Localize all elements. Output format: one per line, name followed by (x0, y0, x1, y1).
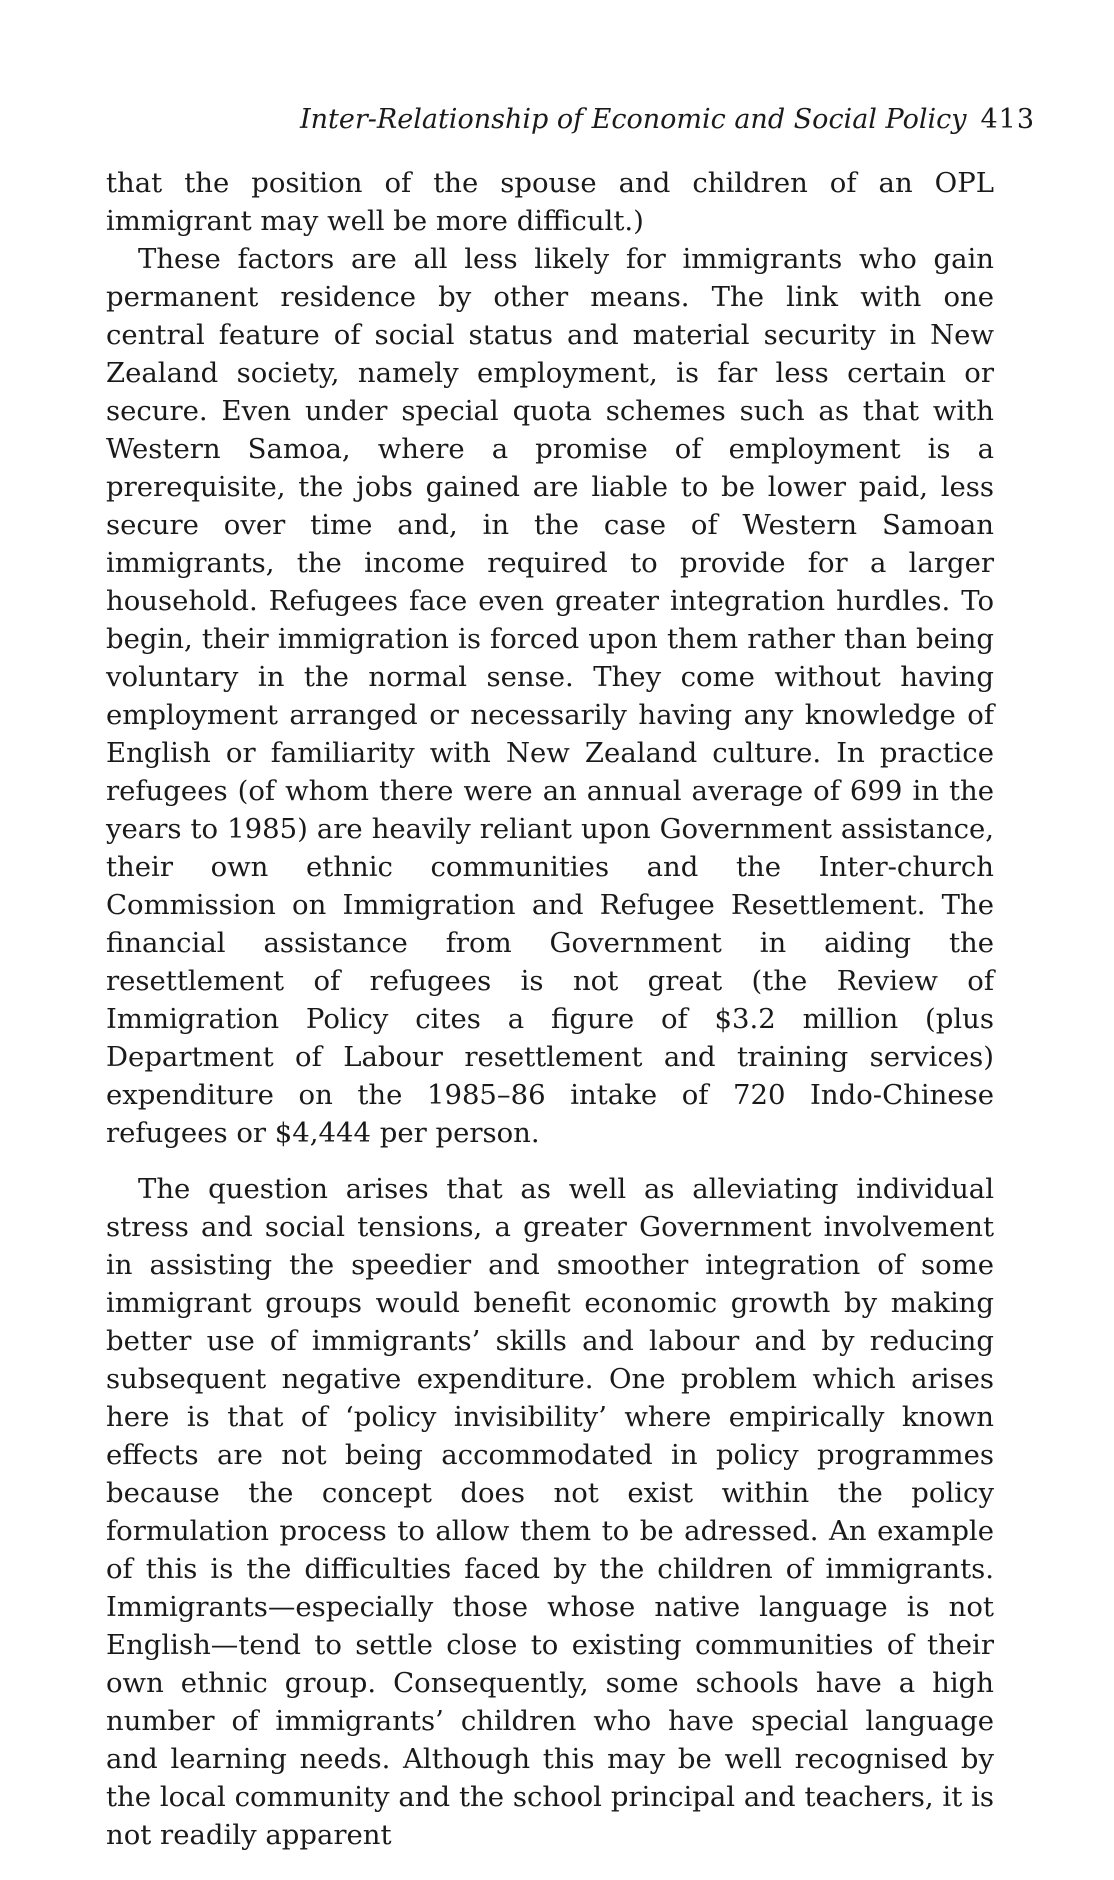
running-header (300, 100, 1036, 140)
body-text (106, 164, 994, 1854)
paragraph-integration-factors: These factors are all less likely for immigrants who gain permanent residence by other means. The link with one central feature of social status and material security in New Zealand society, namely employment, is far less certain or secure. Even under special quota schemes such as that with Western Samoa, where a promise of employment is a prerequisite, the jobs gained are liable to be lower paid, less secure over time and, in the case of Western Samoan immigrants, the income required to provide for a larger household. Refugees face even greater integration hurdles. To begin, their immigration is forced upon them rather than being voluntary in the normal sense. They come without having employment arranged or necessarily having any knowledge of English or familiarity with New Zealand culture. In practice refugees (of whom there were an annual average of 699 in the years to 1985) are heavily reliant upon Government assistance, their own ethnic communities and the Inter-church Commission on Immigration and Refugee Resettlement. The financial assistance from Government in aiding the resettlement of refugees is not great (the Review of Immigration Policy cites a figure of $3.2 million (plus Department of Labour resettlement and training services) expenditure on the 1985–86 intake of 720 Indo-Chinese refugees or $4,444 per person. (106, 243, 994, 1149)
page-number: 413 (980, 104, 1036, 135)
paragraph-continuation: that the position of the spouse and children of an OPL immigrant may well be more difficult.) (106, 167, 994, 237)
paragraph-policy-invisibility: The question arises that as well as alleviating individual stress and social tensions, a greater Government involvement in assisting the speedier and smoother integration of some immigrant groups would benefit economic growth by making better use of immigrants’ skills and labour and by reducing subsequent negative expenditure. One problem which arises here is that of ‘policy invisibility’ where empirically known effects are not being accommodated in policy programmes because the concept does not exist within the policy formulation process to allow them to be adressed. An example of this is the difficulties faced by the children of immigrants. Immigrants—especially those whose native language is not English—tend to settle close to existing communities of their own ethnic group. Consequently, some schools have a high number of immigrants’ children who have special language and learning needs. Although this may be well recognised by the local community and the school principal and teachers, it is not readily apparent (106, 1173, 994, 1851)
running-title: Inter-Relationship of Economic and Social Policy (300, 104, 967, 135)
